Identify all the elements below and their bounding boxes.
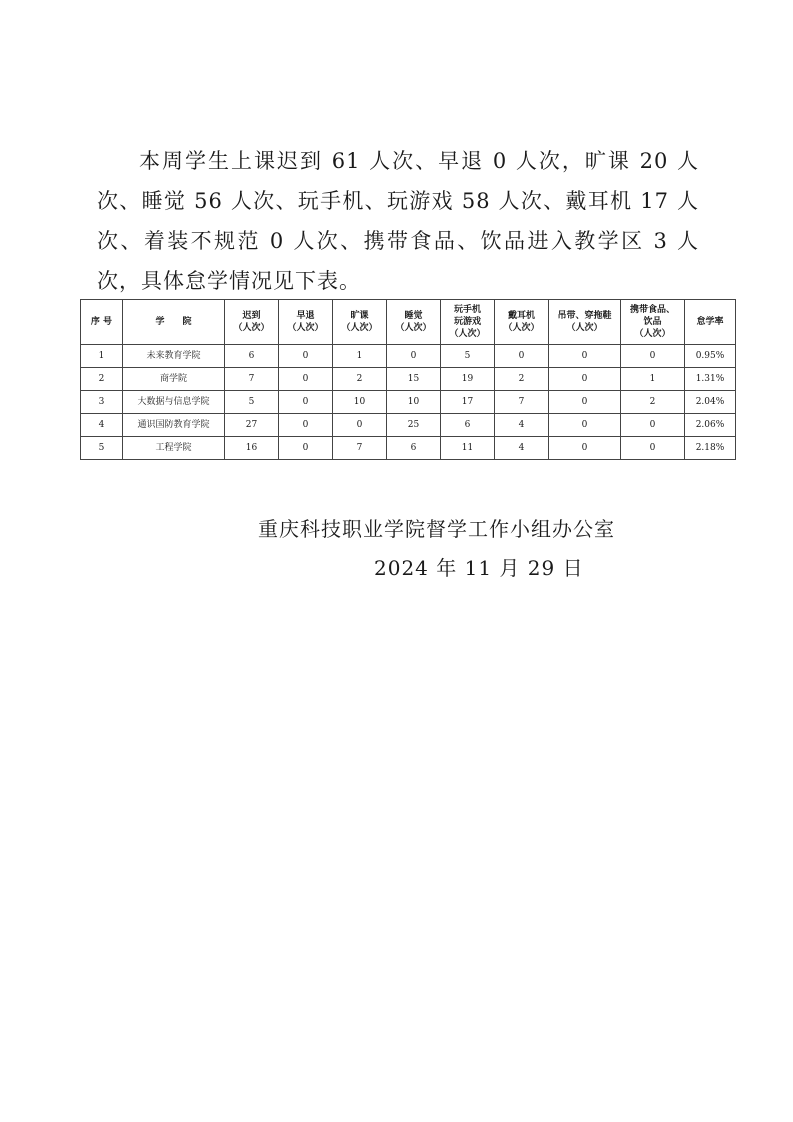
cell-dress: 0 xyxy=(549,414,621,437)
cell-earphones: 4 xyxy=(495,437,549,460)
cell-phone-games: 6 xyxy=(441,414,495,437)
table-row xyxy=(81,391,736,414)
cell-food-drinks: 0 xyxy=(621,437,685,460)
header-dress: 吊带、穿拖鞋 （人次） xyxy=(549,300,621,345)
cell-absent: 1 xyxy=(333,345,387,368)
cell-food-drinks: 0 xyxy=(621,345,685,368)
cell-index: 2 xyxy=(81,368,123,391)
cell-index: 5 xyxy=(81,437,123,460)
cell-late: 5 xyxy=(225,391,279,414)
header-college: 学 院 xyxy=(123,300,225,345)
cell-idle-rate: 2.18% xyxy=(685,437,736,460)
cell-idle-rate: 0.95% xyxy=(685,345,736,368)
header-late: 迟到 （人次） xyxy=(225,300,279,345)
cell-food-drinks: 2 xyxy=(621,391,685,414)
cell-phone-games: 5 xyxy=(441,345,495,368)
header-earphones: 戴耳机 （人次） xyxy=(495,300,549,345)
cell-idle-rate: 1.31% xyxy=(685,368,736,391)
header-index: 序 号 xyxy=(81,300,123,345)
table-row xyxy=(81,345,736,368)
cell-absent: 7 xyxy=(333,437,387,460)
cell-early-leave: 0 xyxy=(279,414,333,437)
cell-index: 1 xyxy=(81,345,123,368)
table-row xyxy=(81,437,736,460)
cell-college: 通识国防教育学院 xyxy=(123,414,225,437)
cell-phone-games: 11 xyxy=(441,437,495,460)
cell-sleeping: 10 xyxy=(387,391,441,414)
cell-early-leave: 0 xyxy=(279,437,333,460)
cell-food-drinks: 0 xyxy=(621,414,685,437)
cell-late: 7 xyxy=(225,368,279,391)
cell-idle-rate: 2.06% xyxy=(685,414,736,437)
cell-dress: 0 xyxy=(549,345,621,368)
cell-sleeping: 6 xyxy=(387,437,441,460)
issue-date: 2024 年 11 月 29 日 xyxy=(374,556,584,580)
cell-early-leave: 0 xyxy=(279,345,333,368)
header-food-drinks: 携带食品、 饮品 （人次） xyxy=(621,300,685,345)
cell-phone-games: 19 xyxy=(441,368,495,391)
cell-college: 大数据与信息学院 xyxy=(123,391,225,414)
header-idle-rate: 怠学率 xyxy=(685,300,736,345)
cell-dress: 0 xyxy=(549,391,621,414)
cell-early-leave: 0 xyxy=(279,391,333,414)
cell-late: 6 xyxy=(225,345,279,368)
cell-college: 工程学院 xyxy=(123,437,225,460)
cell-absent: 10 xyxy=(333,391,387,414)
cell-earphones: 4 xyxy=(495,414,549,437)
cell-early-leave: 0 xyxy=(279,368,333,391)
cell-sleeping: 0 xyxy=(387,345,441,368)
cell-college: 商学院 xyxy=(123,368,225,391)
attendance-table xyxy=(80,299,736,460)
cell-late: 27 xyxy=(225,414,279,437)
cell-earphones: 7 xyxy=(495,391,549,414)
cell-earphones: 2 xyxy=(495,368,549,391)
header-phone-games: 玩手机 玩游戏 （人次） xyxy=(441,300,495,345)
cell-food-drinks: 1 xyxy=(621,368,685,391)
cell-dress: 0 xyxy=(549,368,621,391)
cell-index: 4 xyxy=(81,414,123,437)
cell-sleeping: 25 xyxy=(387,414,441,437)
cell-dress: 0 xyxy=(549,437,621,460)
cell-index: 3 xyxy=(81,391,123,414)
table-header-row xyxy=(81,300,736,345)
header-early-leave: 早退 （人次） xyxy=(279,300,333,345)
issuing-office: 重庆科技职业学院督学工作小组办公室 xyxy=(258,517,615,541)
cell-sleeping: 15 xyxy=(387,368,441,391)
cell-college: 未来教育学院 xyxy=(123,345,225,368)
summary-paragraph: 本周学生上课迟到 61 人次、早退 0 人次，旷课 20 人次、睡觉 56 人次、玩手机、玩游戏 58 人次、戴耳机 17 人次、着装不规范 0 人次、携带食品、饮品进入教学区 3 人次，具体怠学情况见下表。 xyxy=(97,149,699,293)
cell-absent: 0 xyxy=(333,414,387,437)
cell-idle-rate: 2.04% xyxy=(685,391,736,414)
cell-phone-games: 17 xyxy=(441,391,495,414)
header-absent: 旷课 （人次） xyxy=(333,300,387,345)
table-row xyxy=(81,368,736,391)
cell-earphones: 0 xyxy=(495,345,549,368)
cell-absent: 2 xyxy=(333,368,387,391)
header-sleeping: 睡觉 （人次） xyxy=(387,300,441,345)
cell-late: 16 xyxy=(225,437,279,460)
table-row xyxy=(81,414,736,437)
